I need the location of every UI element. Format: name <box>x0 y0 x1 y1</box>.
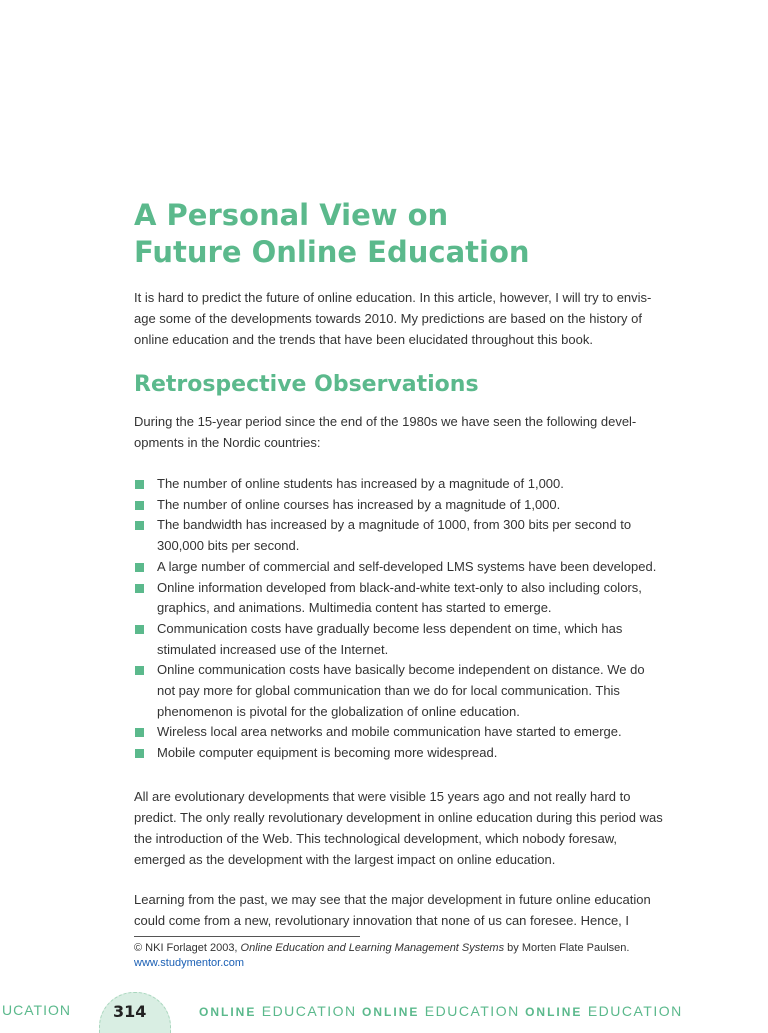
page-number: 314 <box>113 1002 147 1021</box>
paragraph-evolutionary <box>134 786 663 870</box>
bullet-text-line: stimulated increased use of the Internet. <box>157 641 389 657</box>
copyright-line <box>134 941 629 956</box>
footer-left-fragment: UCATION <box>2 1002 71 1018</box>
bullet-item <box>134 578 656 619</box>
square-bullet-icon <box>135 666 144 675</box>
bullet-text-line: A large number of commercial and self-developed LMS systems have been developed. <box>157 558 657 574</box>
bullet-item <box>134 495 656 516</box>
text-line: emerged as the development with the largest impact on online education. <box>134 852 556 867</box>
text-line: It is hard to predict the future of online education. In this article, however, I will try to envis- <box>134 290 652 305</box>
square-bullet-icon <box>135 480 144 489</box>
article-title <box>134 197 530 271</box>
bullet-list <box>134 474 656 764</box>
studymentor-link[interactable]: www.studymentor.com <box>134 957 245 969</box>
square-bullet-icon <box>135 728 144 737</box>
title-line: A Personal View on <box>134 198 449 232</box>
square-bullet-icon <box>135 584 144 593</box>
bullet-item <box>134 515 656 556</box>
footnote <box>134 941 629 971</box>
bullet-text-line: The number of online courses has increased by a magnitude of 1,000. <box>157 496 561 512</box>
bullet-text-line: graphics, and animations. Multimedia content has started to emerge. <box>157 600 552 616</box>
bullet-item <box>134 722 656 743</box>
footer-running-segment: EDUCATION <box>256 1003 363 1019</box>
bullet-item <box>134 619 656 660</box>
page-footer <box>0 996 768 1024</box>
footer-running-segment: EDUCATION <box>419 1003 526 1019</box>
bullet-text-line: The bandwidth has increased by a magnitude of 1000, from 300 bits per second to <box>157 517 632 533</box>
paragraph-learning <box>134 889 651 931</box>
footer-running-header <box>199 1003 683 1019</box>
text-line: online education and the trends that have been elucidated throughout this book. <box>134 332 593 347</box>
bullet-text-line: not pay more for global communication than we do for local communication. This <box>157 683 620 699</box>
bullet-text-line: The number of online students has increased by a magnitude of 1,000. <box>157 476 564 491</box>
section-heading: Retrospective Observations <box>134 372 479 397</box>
footer-running-segment: EDUCATION <box>582 1003 683 1019</box>
square-bullet-icon <box>135 563 144 572</box>
intro-paragraph <box>134 287 651 350</box>
bullet-item <box>134 743 656 764</box>
text-line: predict. The only really revolutionary development in online education during this period was <box>134 810 663 825</box>
square-bullet-icon <box>135 625 144 634</box>
square-bullet-icon <box>135 501 144 510</box>
text-line: could come from a new, revolutionary innovation that none of us can foresee. Hence, I <box>134 913 630 928</box>
book-title: Online Education and Learning Management Systems <box>240 942 505 954</box>
section-intro-paragraph <box>134 411 636 453</box>
text-line: age some of the developments towards 2010. My predictions are based on the history of <box>134 311 643 326</box>
square-bullet-icon <box>135 749 144 758</box>
text-line: opments in the Nordic countries: <box>134 435 321 450</box>
title-line: Future Online Education <box>134 235 530 269</box>
bullet-text-line: Mobile computer equipment is becoming more widespread. <box>157 745 498 761</box>
square-bullet-icon <box>135 521 144 530</box>
footnote-divider <box>134 936 360 937</box>
bullet-text-line: Online information developed from black-and-white text-only to also including colors, <box>157 579 642 595</box>
text-line: Learning from the past, we may see that the major development in future online education <box>134 892 651 907</box>
bullet-text-line: Online communication costs have basically become independent on distance. We do <box>157 662 645 678</box>
bullet-item <box>134 557 656 578</box>
text-line: During the 15-year period since the end of the 1980s we have seen the following devel- <box>134 414 637 429</box>
copyright-prefix: © NKI Forlaget 2003, <box>134 942 241 954</box>
bullet-text-line: Communication costs have gradually become less dependent on time, which has <box>157 620 623 636</box>
text-line: the introduction of the Web. This technological development, which nobody foresaw, <box>134 831 617 846</box>
bullet-text-line: Wireless local area networks and mobile communication have started to emerge. <box>157 724 622 740</box>
bullet-text-line: phenomenon is pivotal for the globalization of online education. <box>157 703 520 719</box>
bullet-item <box>134 474 656 495</box>
copyright-suffix: by Morten Flate Paulsen. <box>504 942 630 954</box>
text-line: All are evolutionary developments that were visible 15 years ago and not really hard to <box>134 789 631 804</box>
bullet-item <box>134 660 656 722</box>
footer-running-segment: ONLINE <box>199 1005 257 1019</box>
footer-running-segment: ONLINE <box>362 1005 420 1019</box>
footer-running-segment: ONLINE <box>525 1005 583 1019</box>
bullet-text-line: 300,000 bits per second. <box>157 538 300 554</box>
